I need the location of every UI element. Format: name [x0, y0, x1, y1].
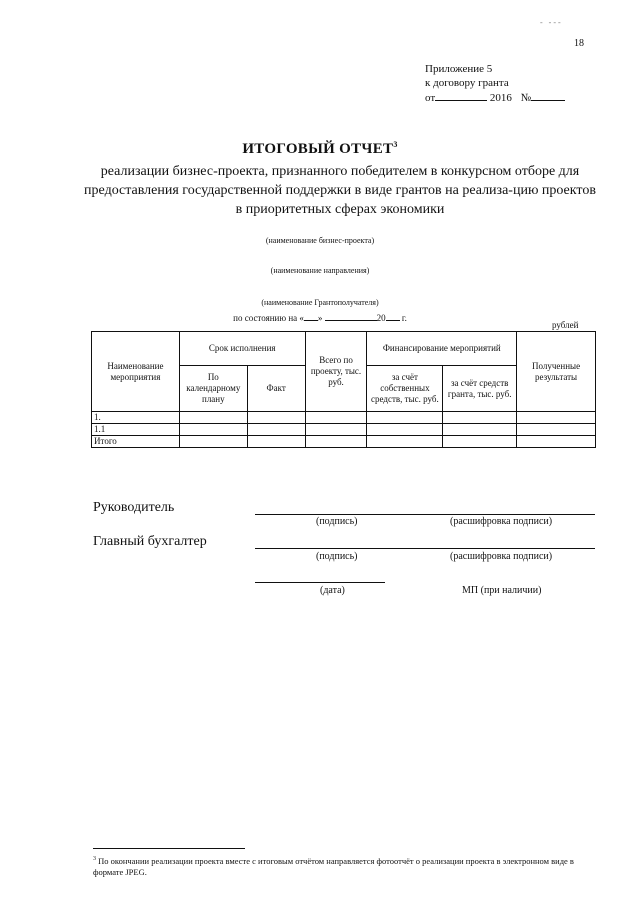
footnote-mark: 3	[93, 856, 96, 862]
as-of-mid: »	[317, 313, 323, 323]
head-signature-line	[255, 514, 595, 515]
page-number: 18	[574, 38, 584, 49]
cell	[179, 436, 247, 448]
title-footnote-mark: 3	[393, 140, 398, 149]
cell	[443, 412, 517, 424]
header-term: Срок исполнения	[179, 332, 305, 366]
cell	[517, 412, 596, 424]
footnote	[93, 854, 593, 878]
caption-direction: (наименование направления)	[270, 266, 370, 275]
date-blank	[435, 90, 487, 101]
footnote-rule	[93, 848, 245, 849]
header-name: Наименование мероприятия	[92, 332, 180, 412]
appendix-line2: к договору гранта	[425, 77, 509, 89]
head-decoding-caption: (расшифровка подписи)	[450, 516, 553, 527]
report-table	[91, 331, 596, 448]
date-caption: (дата)	[320, 585, 345, 596]
head-label: Руководитель	[93, 500, 175, 515]
cell	[305, 412, 367, 424]
cell	[367, 412, 443, 424]
day-blank	[304, 310, 318, 321]
header-financing: Финансирование мероприятий	[367, 332, 517, 366]
appendix-date-prefix: от	[425, 92, 436, 104]
header-row-1	[92, 332, 596, 366]
table-row	[92, 412, 596, 424]
header-term-fact: Факт	[247, 366, 305, 412]
cell	[247, 412, 305, 424]
table-row-total	[92, 436, 596, 448]
row-name: Итого	[92, 436, 180, 448]
table-row	[92, 424, 596, 436]
document-subtitle: реализации бизнес-проекта, признанного победителем в конкурсном отборе для предоставления государственной поддержки в виде грантов на реализа-цию проектов в приоритетных сферах экономики	[84, 164, 596, 217]
accountant-label: Главный бухгалтер	[93, 534, 207, 549]
accountant-signature-caption: (подпись)	[316, 551, 358, 562]
cell	[517, 436, 596, 448]
appendix-number-prefix: №	[520, 92, 532, 104]
as-of-prefix: по состоянию на «	[233, 313, 304, 323]
as-of-line	[0, 310, 640, 323]
document-title	[0, 140, 640, 158]
as-of-century: 20	[376, 313, 386, 323]
month-blank	[325, 310, 377, 321]
accountant-decoding-caption: (расшифровка подписи)	[450, 551, 553, 562]
head-signature-caption: (подпись)	[316, 516, 358, 527]
appendix-line1: Приложение 5	[425, 63, 493, 75]
cell	[247, 436, 305, 448]
row-name: 1.	[92, 412, 180, 424]
date-line	[255, 582, 385, 583]
caption-project: (наименование бизнес-проекта)	[265, 236, 375, 245]
appendix-date-line	[425, 90, 565, 105]
caption-recipient: (наименование Грантополучателя)	[261, 298, 379, 307]
year-blank	[386, 310, 400, 321]
header-total: Всего по проекту, тыс. руб.	[305, 332, 367, 412]
stamp-caption: МП (при наличии)	[462, 585, 542, 596]
cell	[517, 424, 596, 436]
cell	[305, 424, 367, 436]
cell	[443, 436, 517, 448]
cell	[179, 412, 247, 424]
as-of-suffix: г.	[401, 313, 407, 323]
header-fin-grant: за счёт средств гранта, тыс. руб.	[443, 366, 517, 412]
number-blank	[531, 90, 565, 101]
footnote-text: По окончании реализации проекта вместе с итоговым отчётом направляется фотоотчёт о реализации проекта в электронном виде в формате JPEG.	[93, 855, 574, 877]
cell	[305, 436, 367, 448]
header-fin-own: за счёт собственных средств, тыс. руб.	[367, 366, 443, 412]
cell	[367, 436, 443, 448]
cell	[443, 424, 517, 436]
row-name: 1.1	[92, 424, 180, 436]
title-text: ИТОГОВЫЙ ОТЧЕТ	[242, 141, 394, 157]
header-term-plan: По календарному плану	[179, 366, 247, 412]
corner-mark: - ---	[540, 18, 563, 27]
cell	[179, 424, 247, 436]
cell	[247, 424, 305, 436]
cell	[367, 424, 443, 436]
appendix-year: 2016	[489, 92, 512, 104]
appendix-header	[425, 62, 565, 105]
accountant-signature-line	[255, 548, 595, 549]
header-results: Полученные результаты	[517, 332, 596, 412]
currency-label: рублей	[552, 320, 579, 330]
